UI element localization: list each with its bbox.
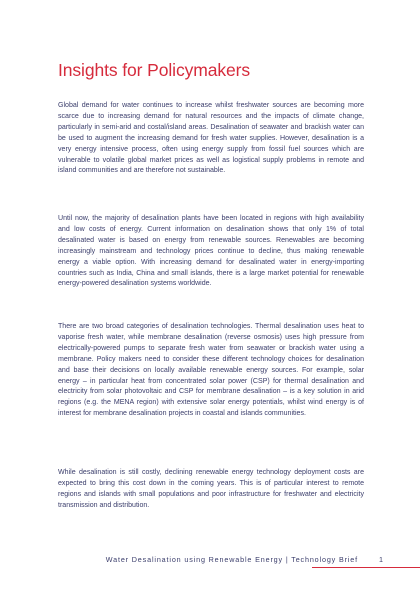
- footer-rule: [312, 567, 420, 568]
- paragraph-technology-categories: There are two broad categories of desalination technologies. Thermal desalination uses heat to vaporise fresh water, while membrane desalination (reverse osmosis) uses high pressure from electrically-powered pumps to separate fresh water from seawater or brackish water using a membrane. Policy makers need to consider these different technology choices for desalination and base their decisions on locally available renewable energy sources. For example, solar energy – in particular heat from concentrated solar power (CSP) for thermal desalination and electricity from solar photovoltaic and CSP for membrane desalination – is a key solution in arid regions (e.g. the MENA region) with extensive solar energy potentials, whilst wind energy is of interest for membrane desalination projects in coastal and islands communities.: [58, 323, 364, 418]
- page-number: 1: [379, 555, 383, 564]
- paragraph-cost-outlook: While desalination is still costly, declining renewable energy technology deployment costs are expected to bring this cost down in the coming years. This is of particular interest to remote regions and islands with small populations and poor infrastructure for freshwater and electricity transmission and distribution.: [58, 469, 364, 509]
- paragraph-global-demand: Global demand for water continues to increase whilst freshwater sources are becoming more scarce due to increasing demand for natural resources and the impacts of climate change, particularly in semi-arid and costal/island areas. Desalination of seawater and brackish water can be used to augment the increasing demand for fresh water supplies. However, desalination is a very energy intensive process, often using energy supply from fossil fuel sources which are vulnerable to volatile global market prices as well as logistical supply problems in remote and island communities and are therefore not sustainable.: [58, 102, 364, 175]
- footer-document-title: Water Desalination using Renewable Energy | Technology Brief: [105, 555, 358, 564]
- page-footer: [0, 552, 420, 572]
- paragraph-desalination-plants: Until now, the majority of desalination plants have been located in regions with high availability and low costs of energy. Current information on desalination shows that only 1% of total desalinated water is based on energy from renewable sources. Renewables are becoming increasingly mainstream and technology prices continue to decline, thus making renewable energy a viable option. With increasing demand for desalinated water in energy-importing countries such as India, China and small islands, there is a large market potential for renewable energy-powered desalination systems worldwide.: [58, 215, 364, 288]
- page-title: Insights for Policymakers: [58, 60, 251, 80]
